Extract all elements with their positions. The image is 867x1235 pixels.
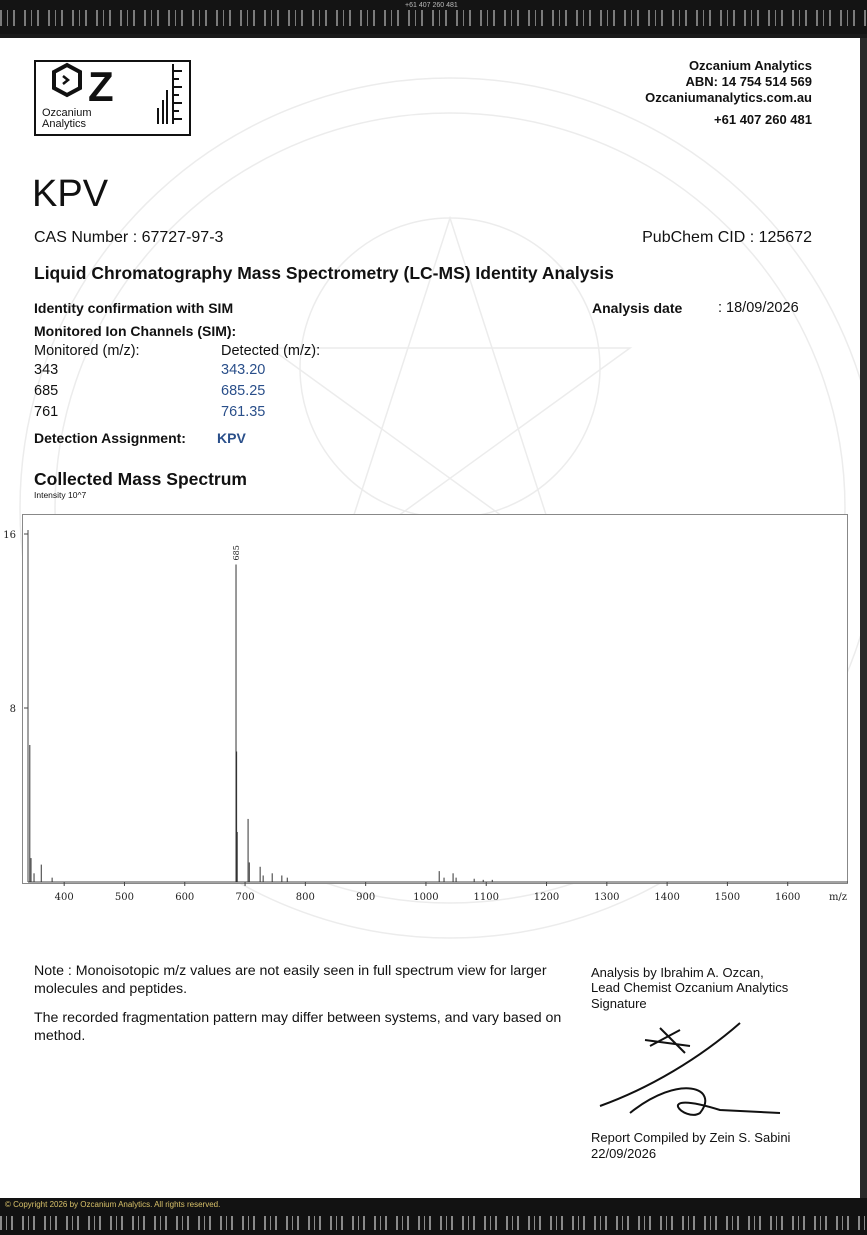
x-tick-label: 400 [54,892,74,903]
analysis-date-value: : 18/09/2026 [718,300,799,316]
company-logo [34,60,191,136]
cas-number: CAS Number : 67727-97-3 [34,229,224,246]
top-phone: +61 407 260 481 [405,2,458,9]
x-tick-label: 1200 [533,892,560,903]
company-abn: ABN: 14 754 514 569 [685,74,812,89]
signature-label: Signature [591,996,647,1011]
analysis-date-label: Analysis date [592,300,683,316]
x-axis-label: m/z [828,892,848,903]
logo-letter: Z [88,63,114,110]
report-compiled: Report Compiled by Zein S. Sabini [591,1130,791,1145]
compound-title: KPV [32,173,109,215]
copyright: © Copyright 2026 by Ozcanium Analytics. All rights reserved. [5,1200,221,1209]
analyst-title: Lead Chemist Ozcanium Analytics [591,980,789,995]
x-tick-label: 600 [175,892,195,903]
x-tick-label: 500 [114,892,135,903]
detection-label: Detection Assignment: [34,430,186,446]
company-website: Ozcaniumanalytics.com.au [645,90,812,105]
x-tick-label: 800 [295,892,315,903]
x-tick-label: 1400 [654,892,680,903]
analysis-title: Liquid Chromatography Mass Spectrometry (LC-MS) Identity Analysis [34,263,614,283]
barcode-strip-top [0,10,867,26]
monitored-header: Monitored (m/z): [34,343,140,359]
x-tick-label: 1000 [413,892,439,903]
ion-monitored: 685 [34,383,59,399]
note-fragmentation: The recorded fragmentation pattern may differ between systems, and vary based on method. [34,1010,562,1044]
pubchem-cid: PubChem CID : 125672 [642,229,812,246]
x-tick-label: 1500 [714,892,741,903]
spectrum-plot [0,514,860,914]
page-edge [860,38,867,1198]
bottom-bar [0,1198,867,1235]
peak-label: 685 [232,545,242,561]
detection-value: KPV [217,430,246,446]
report-date: 22/09/2026 [591,1146,657,1161]
ion-detected: 761.35 [221,404,266,420]
logo-line-1: Ozcanium [42,107,92,119]
y-tick-label: 16 [3,530,16,541]
company-name: Ozcanium Analytics [688,58,812,73]
note-monoisotopic: Note : Monoisotopic m/z values are not easily seen in full spectrum view for larger molecules and peptides. [34,963,547,997]
top-bar [0,0,867,34]
x-tick-label: 1300 [594,892,620,903]
intensity-label: Intensity 10^7 [34,490,87,500]
report-page [0,38,860,1198]
analysis-by: Analysis by Ibrahim A. Ozcan, [591,965,764,980]
ion-monitored: 761 [34,404,59,420]
ion-monitored: 343 [34,362,59,378]
handwritten-signature [590,1018,790,1128]
x-tick-label: 1100 [473,892,499,903]
sim-label: Monitored Ion Channels (SIM): [34,323,237,339]
y-tick-label: 8 [9,704,16,715]
identity-label: Identity confirmation with SIM [34,300,234,316]
barcode-strip-bottom [0,1216,867,1230]
spectrum-title: Collected Mass Spectrum [34,469,247,489]
x-tick-label: 1600 [774,892,801,903]
x-tick-label: 700 [235,892,255,903]
ion-detected: 343.20 [221,362,266,378]
x-tick-label: 900 [356,892,376,903]
logo-line-2: Analytics [42,118,87,130]
ion-detected: 685.25 [221,383,266,399]
company-phone: +61 407 260 481 [714,112,812,127]
detected-header: Detected (m/z): [221,343,321,359]
